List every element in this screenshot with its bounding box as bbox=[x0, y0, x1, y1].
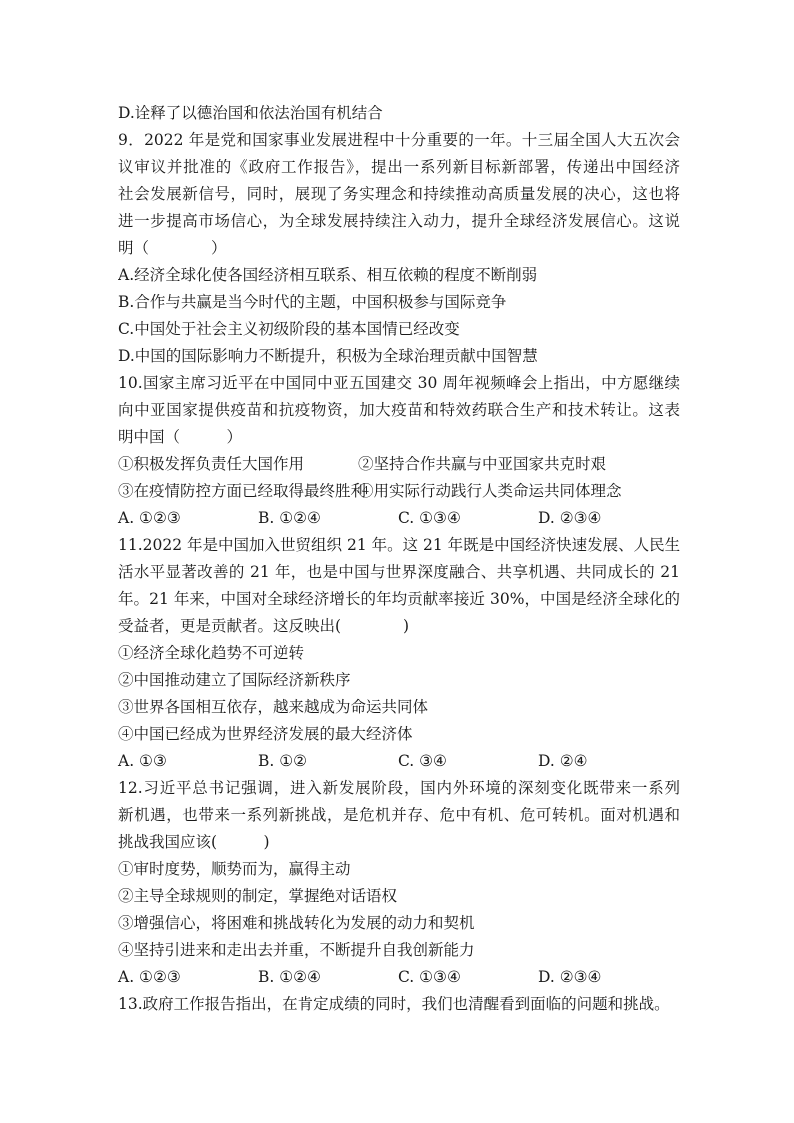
q9-stem-line: 社会发展新信号，同时，展现了务实理念和持续推动高质量发展的决心，这也将 bbox=[118, 185, 680, 203]
q11-option-d: D. ②④ bbox=[538, 752, 588, 770]
q12-statement-4: ④坚持引进来和走出去并重，不断提升自我创新能力 bbox=[118, 941, 475, 959]
q12-option-d: D. ②③④ bbox=[538, 968, 602, 986]
q9-option-c: C.中国处于社会主义初级阶段的基本国情已经改变 bbox=[118, 320, 460, 338]
q11-stem-line: 受益者，更是贡献者。这反映出( ) bbox=[118, 617, 410, 635]
q11-stem-line: 年。21 年来，中国对全球经济增长的年均贡献率接近 30%，中国是经济全球化的 bbox=[118, 590, 680, 608]
q10-stem-line: 明中国（ ） bbox=[118, 428, 243, 446]
exam-page bbox=[118, 100, 680, 1018]
q11-options-row bbox=[118, 748, 680, 775]
q10-statement-2: ②坚持合作共赢与中亚国家共克时艰 bbox=[358, 455, 607, 473]
q11-statement-4: ④中国已经成为世界经济发展的最大经济体 bbox=[118, 725, 413, 743]
q10-stem-line: 向中亚国家提供疫苗和抗疫物资，加大疫苗和特效药联合生产和技术转让。这表 bbox=[118, 401, 680, 419]
q9-stem-line: 明（ ） bbox=[118, 239, 227, 257]
q9-option-b: B.合作与共赢是当今时代的主题，中国积极参与国际竞争 bbox=[118, 293, 507, 311]
q9-stem-line: 议审议并批准的《政府工作报告》，提出一系列新目标新部署，传递出中国经济 bbox=[118, 158, 680, 176]
q12-option-c: C. ①③④ bbox=[398, 968, 461, 986]
q10-statement-3: ③在疫情防控方面已经取得最终胜利 bbox=[118, 482, 367, 500]
q9-option-d: D.中国的国际影响力不断提升，积极为全球治理贡献中国智慧 bbox=[118, 347, 538, 365]
question-10 bbox=[118, 370, 680, 532]
q12-options-row bbox=[118, 964, 680, 991]
q11-option-a: A. ①③ bbox=[118, 752, 167, 770]
q11-statement-3: ③世界各国相互依存，越来越成为命运共同体 bbox=[118, 698, 429, 716]
q11-stem-line: 11.2022 年是中国加入世贸组织 21 年。这 21 年既是中国经济快速发展、人民生 bbox=[118, 536, 680, 554]
q10-option-d: D. ②③④ bbox=[538, 509, 602, 527]
q13-stem-line: 13.政府工作报告指出，在肯定成绩的同时，我们也清醒看到面临的问题和挑战。 bbox=[118, 995, 670, 1013]
q10-statement-4: ④用实际行动践行人类命运共同体理念 bbox=[358, 482, 622, 500]
q11-statement-2: ②中国推动建立了国际经济新秩序 bbox=[118, 671, 351, 689]
q12-stem-line: 新机遇，也带来一系列新挑战，是危机并存、危中有机、危可转机。面对机遇和 bbox=[118, 806, 680, 824]
q10-options-row bbox=[118, 505, 680, 532]
q9-stem-line: 进一步提高市场信心，为全球发展持续注入动力，提升全球经济发展信心。这说 bbox=[118, 212, 680, 230]
q11-stem-line: 活水平显著改善的 21 年，也是中国与世界深度融合、共享机遇、共同成长的 21 bbox=[118, 563, 680, 581]
q9-option-a: A.经济全球化使各国经济相互联系、相互依赖的程度不断削弱 bbox=[118, 266, 538, 284]
q11-statement-1: ①经济全球化趋势不可逆转 bbox=[118, 644, 305, 662]
question-9 bbox=[118, 127, 680, 370]
q12-stem-line: 挑战我国应该( ) bbox=[118, 833, 270, 851]
q10-option-c: C. ①③④ bbox=[398, 509, 461, 527]
q10-statements-row bbox=[118, 451, 680, 478]
q11-option-c: C. ③④ bbox=[398, 752, 447, 770]
q9-stem-line: 9．2022 年是党和国家事业发展进程中十分重要的一年。十三届全国人大五次会 bbox=[118, 131, 680, 149]
q12-option-b: B. ①②④ bbox=[258, 968, 321, 986]
q10-statements-row bbox=[118, 478, 680, 505]
q10-option-b: B. ①②④ bbox=[258, 509, 321, 527]
question-11 bbox=[118, 532, 680, 775]
q10-statement-1: ①积极发挥负责任大国作用 bbox=[118, 455, 305, 473]
q12-statement-3: ③增强信心，将困难和挑战转化为发展的动力和契机 bbox=[118, 914, 475, 932]
question-12 bbox=[118, 775, 680, 991]
q12-statement-2: ②主导全球规则的制定，掌握绝对话语权 bbox=[118, 887, 398, 905]
q11-option-b: B. ①② bbox=[258, 752, 308, 770]
q12-stem-line: 12.习近平总书记强调，进入新发展阶段，国内外环境的深刻变化既带来一系列 bbox=[118, 779, 680, 797]
q10-stem-line: 10.国家主席习近平在中国同中亚五国建交 30 周年视频峰会上指出，中方愿继续 bbox=[118, 374, 680, 392]
q12-statement-1: ①审时度势，顺势而为，赢得主动 bbox=[118, 860, 351, 878]
q10-option-a: A. ①②③ bbox=[118, 509, 181, 527]
q12-option-a: A. ①②③ bbox=[118, 968, 181, 986]
question-13 bbox=[118, 991, 680, 1018]
q8-option-d: D.诠释了以德治国和依法治国有机结合 bbox=[118, 104, 383, 122]
